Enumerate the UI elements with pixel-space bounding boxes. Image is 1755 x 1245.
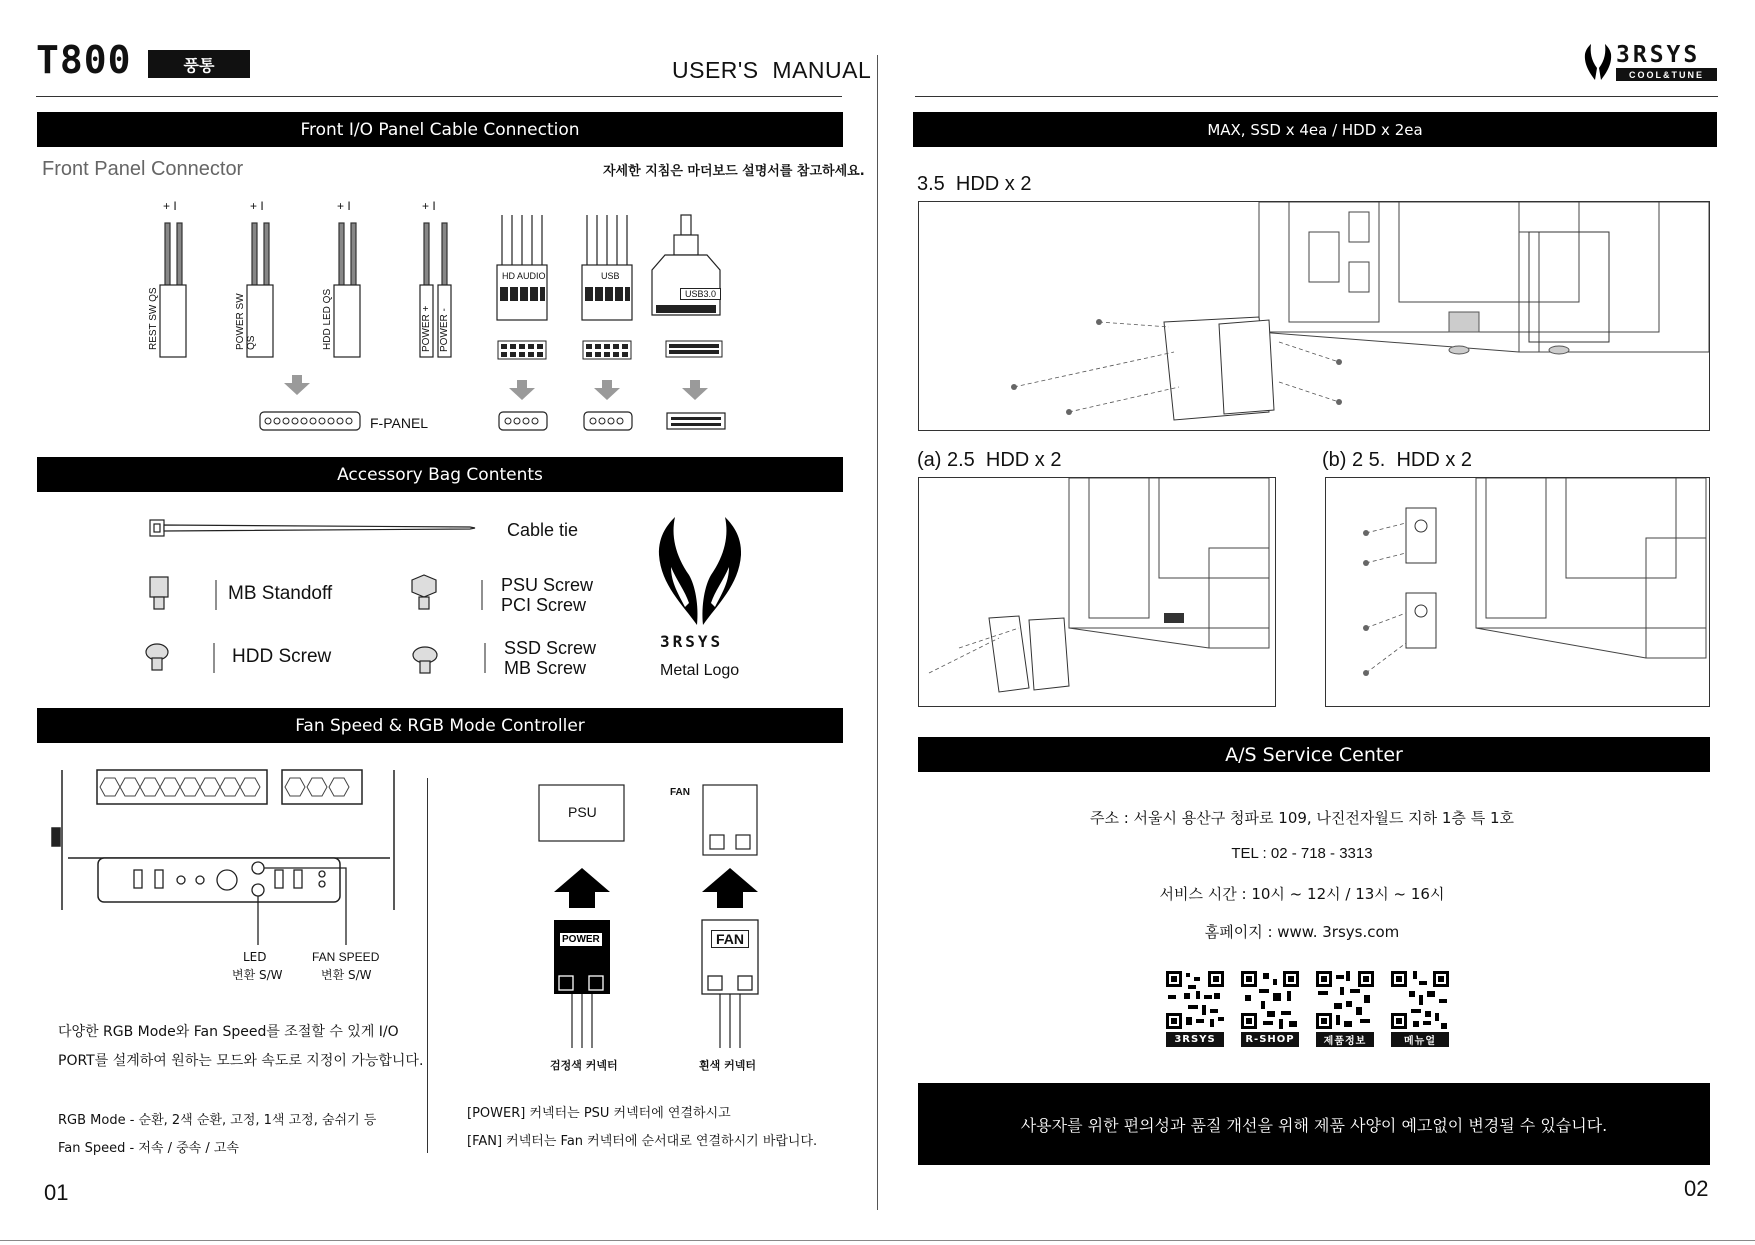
- fan-connector-label: FAN: [711, 930, 749, 948]
- polarity-power-led: + I: [422, 199, 436, 213]
- connector-label-hdd-led: HDD LED QS: [322, 288, 333, 350]
- acc-metal-logo: Metal Logo: [660, 662, 740, 679]
- model-badge-text: 풍통: [183, 55, 215, 75]
- section-bar-accessory: [37, 457, 843, 492]
- qr-code-rshop-icon: [1241, 971, 1299, 1029]
- fan-speed-switch-label-1: FAN SPEED: [312, 950, 380, 964]
- brand-wordmark: 3RSYS: [1616, 42, 1701, 68]
- qr-label-product-info: 제품정보: [1316, 1032, 1374, 1047]
- front-panel-subtitle: Front Panel Connector: [42, 158, 244, 180]
- motherboard-note: 자세한 지침은 마더보드 설명서를 참고하세요.: [603, 164, 865, 179]
- page-number-right: 02: [1684, 1176, 1709, 1201]
- hdd35-install-illustration: [918, 201, 1710, 431]
- header-rule-left: [36, 96, 842, 97]
- header-label-usb: USB: [601, 271, 620, 281]
- qr-code-3rsys-icon: [1166, 971, 1224, 1029]
- hdd35-label: 3.5 HDD x 2: [917, 173, 1032, 195]
- hdd25b-case-drawing: [1326, 478, 1710, 707]
- fpanel-label: F-PANEL: [370, 415, 429, 431]
- section-bar-service-center: [918, 737, 1710, 772]
- header-rule-right: [915, 96, 1718, 97]
- hdd25a-case-drawing: [919, 478, 1276, 707]
- acc-pci-screw: PCI Screw: [501, 595, 587, 615]
- section-title-max-storage: MAX, SSD x 4ea / HDD x 2ea: [1207, 120, 1423, 139]
- acc-ssd-screw: SSD Screw: [504, 638, 597, 658]
- acc-cable-tie: Cable tie: [507, 520, 579, 540]
- service-address: 주소 : 서울시 용산구 청파로 109, 나진전자월드 지하 1층 특 1호: [1089, 809, 1514, 827]
- connector-note-2: [FAN] 커넥터는 Fan 커넥터에 순서대로 연결하시기 바랍니다.: [467, 1134, 818, 1149]
- page-number-left: 01: [44, 1180, 69, 1205]
- black-connector-label: 검정색 커넥터: [550, 1059, 618, 1072]
- qr-label-3rsys: 3RSYS: [1166, 1032, 1224, 1047]
- controller-divider: [427, 778, 428, 1153]
- white-connector-label: 흰색 커넥터: [699, 1059, 756, 1072]
- header-label-usb3: USB3.0: [680, 288, 721, 300]
- section-title-front-io: Front I/O Panel Cable Connection: [300, 119, 580, 140]
- header-label-hd-audio: HD AUDIO: [502, 271, 546, 281]
- connector-note-1: [POWER] 커넥터는 PSU 커넥터에 연결하시고: [467, 1106, 731, 1121]
- connector-label-power-plus: POWER +: [421, 305, 432, 352]
- polarity-hdd-led: + I: [337, 199, 351, 213]
- controller-desc-line1: 다양한 RGB Mode와 Fan Speed를 조절할 수 있게 I/O: [58, 1024, 399, 1040]
- led-switch-label-2: 변환 S/W: [232, 968, 283, 982]
- service-tel: TEL : 02 - 718 - 3313: [1231, 845, 1373, 862]
- rgb-mode-list: RGB Mode - 순환, 2색 순환, 고정, 1색 고정, 숨쉬기 등: [58, 1113, 377, 1128]
- hdd25a-install-illustration: [918, 477, 1276, 707]
- acc-hdd-screw: HDD Screw: [232, 646, 332, 667]
- brand-tagline-box: [1616, 68, 1717, 81]
- led-switch-label-1: LED: [243, 950, 267, 964]
- brand-wing-icon: [1583, 44, 1613, 82]
- hdd35-case-drawing: [919, 202, 1710, 431]
- connector-label-power-minus: POWER -: [439, 308, 450, 352]
- bottom-rule: [0, 1240, 1755, 1241]
- brand-tagline: COOL&TUNE: [1629, 69, 1704, 80]
- power-connector-label: POWER: [559, 932, 603, 947]
- acc-mb-standoff: MB Standoff: [228, 583, 333, 604]
- footer-notice-bar: [918, 1083, 1710, 1165]
- hdd25b-install-illustration: [1325, 477, 1710, 707]
- controller-desc-line2: PORT를 설계하여 원하는 모드와 속도로 지정이 가능합니다.: [58, 1053, 424, 1069]
- section-bar-max-storage: [913, 112, 1717, 147]
- metal-logo-emblem-icon: [655, 515, 745, 635]
- manual-title: USER'S MANUAL: [672, 57, 872, 83]
- service-homepage: 홈페이지 : www. 3rsys.com: [1204, 923, 1400, 941]
- center-divider: [877, 55, 878, 1210]
- hdd25b-label: (b) 2 5. HDD x 2: [1322, 449, 1473, 471]
- metal-logo-wordmark: 3RSYS: [660, 632, 724, 651]
- polarity-power-sw: + I: [250, 199, 264, 213]
- polarity-rest: + I: [163, 199, 177, 213]
- model-badge: [148, 50, 250, 78]
- qr-label-rshop: R-SHOP: [1241, 1032, 1299, 1047]
- qr-code-product-info-icon: [1316, 971, 1374, 1029]
- hdd25a-label: (a) 2.5 HDD x 2: [917, 449, 1062, 471]
- psu-box-label: PSU: [568, 804, 597, 820]
- fan-speed-switch-label-2: 변환 S/W: [321, 968, 372, 982]
- section-title-accessory: Accessory Bag Contents: [337, 464, 543, 485]
- acc-psu-screw: PSU Screw: [501, 575, 594, 595]
- connector-label-power-sw: POWER SW QS: [235, 293, 257, 350]
- footer-notice-text: 사용자를 위한 편의성과 품질 개선을 위해 제품 사양이 예고없이 변경될 수 있습니다.: [1020, 1115, 1608, 1135]
- section-bar-front-io: [37, 112, 843, 147]
- qr-label-manual: 메뉴얼: [1391, 1032, 1449, 1047]
- model-title: T800: [36, 38, 132, 82]
- section-title-service-center: A/S Service Center: [1225, 743, 1403, 766]
- section-bar-fan-rgb: [37, 708, 843, 743]
- fan-top-label: FAN: [670, 787, 690, 798]
- connector-label-rest-sw: REST SW QS: [148, 287, 159, 350]
- section-title-fan-rgb: Fan Speed & RGB Mode Controller: [295, 715, 585, 736]
- fan-speed-list: Fan Speed - 저속 / 중속 / 고속: [58, 1141, 239, 1156]
- acc-mb-screw: MB Screw: [504, 658, 587, 678]
- service-hours: 서비스 시간 : 10시 ~ 12시 / 13시 ~ 16시: [1159, 885, 1445, 903]
- qr-code-manual-icon: [1391, 971, 1449, 1029]
